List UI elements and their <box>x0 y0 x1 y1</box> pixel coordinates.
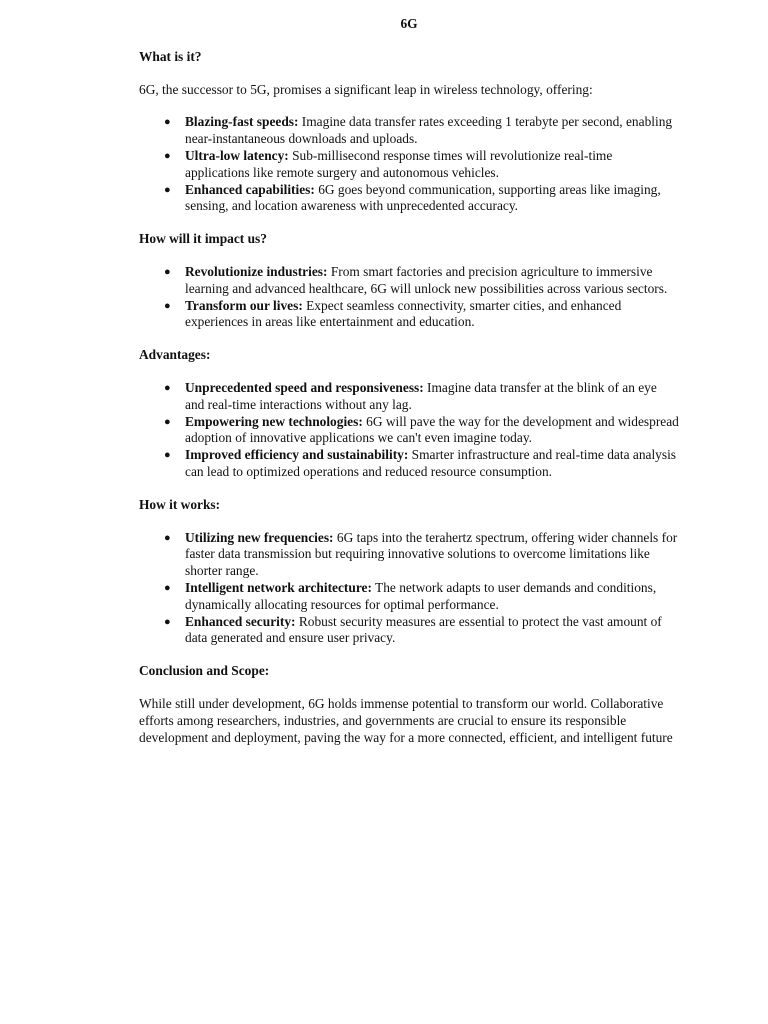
list-item-term: Enhanced security: <box>185 613 296 629</box>
list-item-term: Revolutionize industries: <box>185 263 328 279</box>
list-item <box>139 380 679 414</box>
bullet-icon: ● <box>164 299 171 312</box>
bullet-icon: ● <box>164 149 171 162</box>
section-heading-conclusion: Conclusion and Scope: <box>139 663 270 679</box>
list-item <box>139 264 679 298</box>
list-item-text: Robust security measures are essential to protect the vast amount of data generated and ensure user privacy. <box>185 613 662 646</box>
list-item-term: Blazing-fast speeds: <box>185 114 299 130</box>
bullet-icon: ● <box>164 116 171 129</box>
list-item <box>139 530 679 580</box>
bullet-icon: ● <box>164 415 171 428</box>
impact-list <box>139 264 679 331</box>
bullet-icon: ● <box>164 381 171 394</box>
list-item <box>139 182 679 216</box>
list-item-text: 6G goes beyond communication, supporting areas like imaging, sensing, and location awareness with unprecedented accuracy. <box>185 181 661 214</box>
list-item-text: 6G will pave the way for the development and widespread adoption of innovative applications we can't even imagine today. <box>185 413 679 446</box>
list-item-text: Smarter infrastructure and real-time data analysis can lead to optimized operations and reduced resource consumption. <box>185 447 677 479</box>
bullet-icon: ● <box>164 581 171 594</box>
list-item-term: Ultra-low latency: <box>185 147 289 163</box>
list-item-term: Enhanced capabilities: <box>185 181 315 197</box>
document-page <box>139 16 679 762</box>
what-is-it-list <box>139 114 679 215</box>
list-item <box>139 414 679 448</box>
bullet-icon: ● <box>164 615 171 628</box>
list-item-term: Empowering new technologies: <box>185 413 363 429</box>
list-item <box>139 148 679 182</box>
how-it-works-list <box>139 530 679 648</box>
list-item-term: Utilizing new frequencies: <box>185 529 334 545</box>
list-item-term: Improved efficiency and sustainability: <box>185 447 409 463</box>
list-item-text: Imagine data transfer rates exceeding 1 terabyte per second, enabling near-instantaneous downloads and uploads. <box>185 114 673 147</box>
section-heading-advantages: Advantages: <box>139 347 211 363</box>
list-item-text: The network adapts to user demands and conditions, dynamically allocating resources for optimal performance. <box>185 579 657 612</box>
list-item <box>139 447 679 481</box>
advantages-list <box>139 380 679 481</box>
section-heading-what-is-it: What is it? <box>139 48 202 64</box>
bullet-icon: ● <box>164 183 171 196</box>
list-item <box>139 580 679 614</box>
bullet-icon: ● <box>164 531 171 544</box>
list-item <box>139 298 679 332</box>
conclusion-paragraph: While still under development, 6G holds immense potential to transform our world. Collaborative efforts among researchers, industries, and governments are crucial to ensure its responsible development and deployment, paving the way for a more connected, efficient, and intelligent future <box>139 695 673 745</box>
list-item-text: Sub-millisecond response times will revolutionize real-time applications like remote surgery and autonomous vehicles. <box>185 147 613 180</box>
document-title: 6G <box>400 16 418 31</box>
list-item-term: Intelligent network architecture: <box>185 579 372 595</box>
list-item-term: Unprecedented speed and responsiveness: <box>185 379 424 395</box>
list-item-text: From smart factories and precision agriculture to immersive learning and advanced healthcare, 6G will unlock new possibilities across various sectors. <box>185 263 668 296</box>
bullet-icon: ● <box>164 265 171 278</box>
section-heading-how-it-works: How it works: <box>139 496 221 512</box>
list-item-text: 6G taps into the terahertz spectrum, offering wider channels for faster data transmission but requiring innovative solutions to overcome limitations like shorter range. <box>185 529 678 579</box>
section-heading-impact: How will it impact us? <box>139 231 267 247</box>
list-item-term: Transform our lives: <box>185 297 303 313</box>
list-item <box>139 614 679 648</box>
list-item-text: Expect seamless connectivity, smarter cities, and enhanced experiences in areas like entertainment and education. <box>185 297 622 330</box>
intro-paragraph: 6G, the successor to 5G, promises a significant leap in wireless technology, offering: <box>139 81 593 97</box>
bullet-icon: ● <box>164 449 171 462</box>
list-item <box>139 114 679 148</box>
list-item-text: Imagine data transfer at the blink of an eye and real-time interactions without any lag. <box>185 379 657 412</box>
